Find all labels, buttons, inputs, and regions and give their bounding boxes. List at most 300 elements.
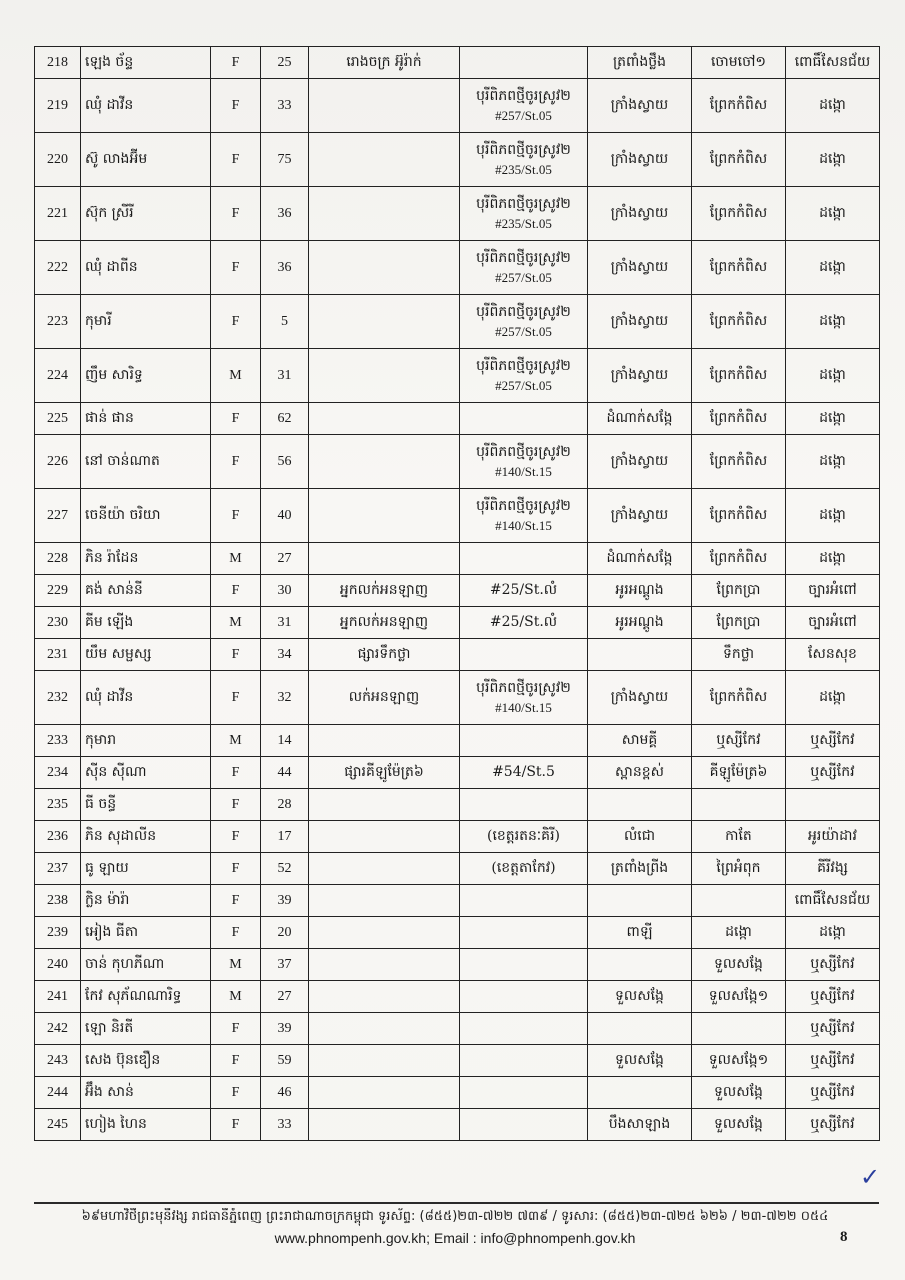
cell-person-name: ឡោ និរតី xyxy=(81,1013,211,1045)
cell-row-number: 227 xyxy=(35,489,81,543)
cell-workplace xyxy=(309,981,460,1013)
cell-age: 28 xyxy=(261,789,309,821)
cell-district: គីរីវង្ស xyxy=(786,853,880,885)
cell-address xyxy=(460,639,588,671)
cell-district: ច្បារអំពៅ xyxy=(786,575,880,607)
cell-village: ក្រាំងស្វាយ xyxy=(588,435,692,489)
cell-address xyxy=(460,949,588,981)
address-number: #257/St.05 xyxy=(495,269,552,285)
cell-person-name: ឈុំ ដាវីន xyxy=(81,671,211,725)
cell-workplace xyxy=(309,295,460,349)
cell-workplace xyxy=(309,403,460,435)
cell-village: អូរអណ្តូង xyxy=(588,575,692,607)
cell-sex: F xyxy=(211,917,261,949)
cell-workplace xyxy=(309,349,460,403)
address-number: #235/St.05 xyxy=(495,215,552,231)
cell-workplace: អ្នកលក់អនឡាញ xyxy=(309,575,460,607)
cell-district: ដង្កោ xyxy=(786,79,880,133)
cell-commune: ព្រែកកំពិស xyxy=(692,671,786,725)
cell-sex: F xyxy=(211,1013,261,1045)
cell-person-name: អ៊ឹង សាន់ xyxy=(81,1077,211,1109)
cell-commune: ទួលសង្កែ១ xyxy=(692,981,786,1013)
cell-person-name: ធូ ឡាយ xyxy=(81,853,211,885)
cell-address xyxy=(460,575,588,607)
cell-person-name: ហៀង ហៃន xyxy=(81,1109,211,1141)
footer-divider xyxy=(34,1202,879,1204)
cell-person-name: ចាន់ កុហភីណា xyxy=(81,949,211,981)
cell-address xyxy=(460,853,588,885)
cell-person-name: ធី ចន្ធី xyxy=(81,789,211,821)
cell-age: 36 xyxy=(261,241,309,295)
cell-district: ដង្កោ xyxy=(786,403,880,435)
cell-person-name: នៅ ចាន់ណាត xyxy=(81,435,211,489)
cell-age: 39 xyxy=(261,885,309,917)
cell-district: ឬស្សីកែវ xyxy=(786,1013,880,1045)
cell-address xyxy=(460,725,588,757)
address-line: បុរីពិភពថ្មីចូរស្រូវ២ xyxy=(476,497,571,514)
cell-sex: F xyxy=(211,853,261,885)
cell-address xyxy=(460,543,588,575)
cell-row-number: 235 xyxy=(35,789,81,821)
cell-age: 75 xyxy=(261,133,309,187)
cell-row-number: 244 xyxy=(35,1077,81,1109)
address-number: #140/St.15 xyxy=(495,517,552,533)
cell-age: 30 xyxy=(261,575,309,607)
cell-workplace xyxy=(309,489,460,543)
cell-age: 44 xyxy=(261,757,309,789)
cell-workplace: ផ្សារគីឡូម៉ែត្រ៦ xyxy=(309,757,460,789)
cell-district: ឬស្សីកែវ xyxy=(786,725,880,757)
cell-age: 32 xyxy=(261,671,309,725)
cell-commune xyxy=(692,1013,786,1045)
cell-commune: ចោមចៅ១ xyxy=(692,47,786,79)
cell-age: 37 xyxy=(261,949,309,981)
cell-district: អូរយ៉ាដាវ xyxy=(786,821,880,853)
cell-commune: ព្រែកកំពិស xyxy=(692,295,786,349)
page-number: 8 xyxy=(840,1229,848,1245)
cell-workplace xyxy=(309,885,460,917)
address-number: #140/St.15 xyxy=(495,463,552,479)
cell-district: ដង្កោ xyxy=(786,435,880,489)
cell-village: ក្រាំងស្វាយ xyxy=(588,187,692,241)
cell-person-name: គីម ឡើង xyxy=(81,607,211,639)
cell-age: 27 xyxy=(261,543,309,575)
cell-village: អូរអណ្តូង xyxy=(588,607,692,639)
table-row xyxy=(35,671,880,725)
address-line: បុរីពិភពថ្មីចូរស្រូវ២ xyxy=(476,443,571,460)
cell-row-number: 236 xyxy=(35,821,81,853)
address-number: #257/St.05 xyxy=(495,107,552,123)
cell-row-number: 222 xyxy=(35,241,81,295)
cell-address xyxy=(460,821,588,853)
cell-village: ក្រាំងស្វាយ xyxy=(588,349,692,403)
cell-row-number: 229 xyxy=(35,575,81,607)
cell-village: ក្រាំងស្វាយ xyxy=(588,241,692,295)
cell-sex: F xyxy=(211,489,261,543)
cell-district: ដង្កោ xyxy=(786,187,880,241)
cell-row-number: 223 xyxy=(35,295,81,349)
cell-commune: ទួលសង្កែ xyxy=(692,1109,786,1141)
cell-age: 27 xyxy=(261,981,309,1013)
cell-village: លំជោ xyxy=(588,821,692,853)
cell-village: ត្រពាំងព្រីង xyxy=(588,853,692,885)
cell-address xyxy=(460,789,588,821)
cell-age: 40 xyxy=(261,489,309,543)
cell-workplace: ផ្សារទឹកថ្លា xyxy=(309,639,460,671)
cell-age: 14 xyxy=(261,725,309,757)
cell-age: 59 xyxy=(261,1045,309,1077)
cell-address xyxy=(460,1077,588,1109)
cell-village xyxy=(588,789,692,821)
table-row xyxy=(35,349,880,403)
table-row xyxy=(35,47,880,79)
cell-address xyxy=(460,403,588,435)
cell-village xyxy=(588,1077,692,1109)
cell-village: ស្ពានខ្ពស់ xyxy=(588,757,692,789)
cell-sex: M xyxy=(211,981,261,1013)
address-line: #25/St.លំ xyxy=(489,582,558,598)
cell-district: ដង្កោ xyxy=(786,133,880,187)
cell-village: សាមគ្គី xyxy=(588,725,692,757)
cell-person-name: ផាន់ ផាន xyxy=(81,403,211,435)
cell-person-name: ឡេង ច័ន្ទ xyxy=(81,47,211,79)
cell-sex: F xyxy=(211,47,261,79)
cell-age: 25 xyxy=(261,47,309,79)
cell-district: ដង្កោ xyxy=(786,917,880,949)
cell-sex: F xyxy=(211,575,261,607)
cell-age: 56 xyxy=(261,435,309,489)
address-line: បុរីពិភពថ្មីចូរស្រូវ២ xyxy=(476,679,571,696)
cell-workplace: លក់អនឡាញ xyxy=(309,671,460,725)
cell-sex: F xyxy=(211,403,261,435)
table-row xyxy=(35,241,880,295)
cell-village xyxy=(588,1013,692,1045)
cell-sex: F xyxy=(211,1109,261,1141)
cell-district: ឬស្សីកែវ xyxy=(786,1045,880,1077)
cell-commune: ព្រែកប្រា xyxy=(692,607,786,639)
address-line: បុរីពិភពថ្មីចូរស្រូវ២ xyxy=(476,141,571,158)
cell-row-number: 240 xyxy=(35,949,81,981)
table-row xyxy=(35,403,880,435)
cell-age: 39 xyxy=(261,1013,309,1045)
cell-village: ដំណាក់សង្កែ xyxy=(588,543,692,575)
cell-district: ដង្កោ xyxy=(786,671,880,725)
cell-row-number: 243 xyxy=(35,1045,81,1077)
cell-sex: F xyxy=(211,1045,261,1077)
cell-district: ឬស្សីកែវ xyxy=(786,757,880,789)
cell-district: ដង្កោ xyxy=(786,349,880,403)
cell-workplace: រោងចក្រ អ៊ូរ៉ាក់ xyxy=(309,47,460,79)
cell-commune: ព្រែកកំពិស xyxy=(692,241,786,295)
cell-person-name: កុមារី xyxy=(81,295,211,349)
cell-age: 20 xyxy=(261,917,309,949)
table-row xyxy=(35,295,880,349)
address-line: បុរីពិភពថ្មីចូរស្រូវ២ xyxy=(476,303,571,320)
address-line: បុរីពិភពថ្មីចូរស្រូវ២ xyxy=(476,249,571,266)
table-row xyxy=(35,821,880,853)
cell-address xyxy=(460,671,588,725)
cell-person-name: ស៊ីន ស៊ីណា xyxy=(81,757,211,789)
cell-address xyxy=(460,1013,588,1045)
cell-commune: ទួលសង្កែ១ xyxy=(692,1045,786,1077)
cell-district: ច្បារអំពៅ xyxy=(786,607,880,639)
cell-commune: ទឹកថ្លា xyxy=(692,639,786,671)
cell-commune: ព្រៃអំពុក xyxy=(692,853,786,885)
address-number: #235/St.05 xyxy=(495,161,552,177)
cell-person-name: ភិន រ៉ាដែន xyxy=(81,543,211,575)
cell-row-number: 228 xyxy=(35,543,81,575)
cell-row-number: 230 xyxy=(35,607,81,639)
cell-commune: ព្រែកកំពិស xyxy=(692,79,786,133)
cell-person-name: ឈុំ ដាពីន xyxy=(81,241,211,295)
cell-row-number: 233 xyxy=(35,725,81,757)
cell-row-number: 226 xyxy=(35,435,81,489)
cell-commune: ព្រែកកំពិស xyxy=(692,403,786,435)
cell-commune: ព្រែកកំពិស xyxy=(692,133,786,187)
cell-district: ដង្កោ xyxy=(786,295,880,349)
table-row xyxy=(35,1045,880,1077)
cell-age: 17 xyxy=(261,821,309,853)
cell-address xyxy=(460,47,588,79)
cell-workplace xyxy=(309,821,460,853)
cell-workplace xyxy=(309,853,460,885)
cell-address xyxy=(460,981,588,1013)
cell-address xyxy=(460,885,588,917)
cell-person-name: ញឹម សារិទ្ធ xyxy=(81,349,211,403)
cell-district: ឬស្សីកែវ xyxy=(786,981,880,1013)
cell-commune: ឬស្សីកែវ xyxy=(692,725,786,757)
table-row xyxy=(35,853,880,885)
cell-village: ក្រាំងស្វាយ xyxy=(588,489,692,543)
table-row xyxy=(35,187,880,241)
cell-person-name: ឈុំ ដាវីន xyxy=(81,79,211,133)
address-line: បុរីពិភពថ្មីចូរស្រូវ២ xyxy=(476,357,571,374)
cell-district: ឬស្សីកែវ xyxy=(786,1109,880,1141)
cell-person-name: កែវ សុភ័ណណារិទ្ធ xyxy=(81,981,211,1013)
cell-address xyxy=(460,1045,588,1077)
cell-address xyxy=(460,1109,588,1141)
cell-village: ក្រាំងស្វាយ xyxy=(588,671,692,725)
cell-commune: ដង្កោ xyxy=(692,917,786,949)
table-row xyxy=(35,79,880,133)
cell-village: ក្រាំងស្វាយ xyxy=(588,295,692,349)
cell-village: ក្រាំងស្វាយ xyxy=(588,79,692,133)
cell-district: ពោធិ៍សែនជ័យ xyxy=(786,885,880,917)
cell-address xyxy=(460,79,588,133)
cell-commune: ព្រែកកំពិស xyxy=(692,349,786,403)
cell-district: ឬស្សីកែវ xyxy=(786,949,880,981)
cell-row-number: 220 xyxy=(35,133,81,187)
table-row xyxy=(35,639,880,671)
cell-row-number: 225 xyxy=(35,403,81,435)
cell-person-name: យឹម សម្ផស្ស xyxy=(81,639,211,671)
cell-commune: កាតែ xyxy=(692,821,786,853)
cell-village: ត្រពាំងថ្លឹង xyxy=(588,47,692,79)
cell-workplace xyxy=(309,917,460,949)
cell-district: សែនសុខ xyxy=(786,639,880,671)
cell-village: ទួលសង្កែ xyxy=(588,981,692,1013)
pen-check-mark: ✓ xyxy=(860,1163,881,1191)
table-row xyxy=(35,435,880,489)
cell-address xyxy=(460,187,588,241)
address-line: បុរីពិភពថ្មីចូរស្រូវ២ xyxy=(476,87,571,104)
address-line: (ខេត្តរតនៈគិរី) xyxy=(487,828,560,844)
cell-sex: F xyxy=(211,639,261,671)
cell-commune: ព្រែកកំពិស xyxy=(692,543,786,575)
footer-address: ៦៩មហាវិថីព្រះមុនីវង្ស រាជធានីភ្នំពេញ ព្រះរាជាណាចក្រកម្ពុជា ទូរស័ព្ទ: (៨៥៥)២៣-៧២២ ៧៣៩ / ទូរសារ: (៨៥៥)២៣-៧២៥ ៦២៦ / ២៣-៧២២ ០៥៤ xyxy=(81,1209,829,1224)
footer-contact: www.phnompenh.gov.kh; Email : info@phnompenh.gov.kh xyxy=(274,1230,636,1246)
cell-district: ដង្កោ xyxy=(786,543,880,575)
cell-address xyxy=(460,435,588,489)
cell-sex: M xyxy=(211,949,261,981)
cell-row-number: 245 xyxy=(35,1109,81,1141)
table-row xyxy=(35,981,880,1013)
cell-workplace xyxy=(309,435,460,489)
cell-person-name: អៀង ធីតា xyxy=(81,917,211,949)
cell-sex: F xyxy=(211,671,261,725)
table-row xyxy=(35,489,880,543)
cell-row-number: 239 xyxy=(35,917,81,949)
cell-row-number: 224 xyxy=(35,349,81,403)
cell-workplace: អ្នកលក់អនឡាញ xyxy=(309,607,460,639)
roster-body xyxy=(35,47,880,1141)
address-line: (ខេត្តតាកែវ) xyxy=(491,860,556,876)
address-line: #25/St.លំ xyxy=(489,614,558,630)
table-row xyxy=(35,1077,880,1109)
cell-sex: M xyxy=(211,607,261,639)
table-row xyxy=(35,789,880,821)
cell-person-name: ស៊ូ លាងអ៊ីម xyxy=(81,133,211,187)
cell-person-name: កុមារា xyxy=(81,725,211,757)
cell-workplace xyxy=(309,1013,460,1045)
cell-row-number: 234 xyxy=(35,757,81,789)
cell-age: 36 xyxy=(261,187,309,241)
cell-village: ក្រាំងស្វាយ xyxy=(588,133,692,187)
cell-district: ពោធិ៍សែនជ័យ xyxy=(786,47,880,79)
cell-workplace xyxy=(309,241,460,295)
cell-row-number: 219 xyxy=(35,79,81,133)
cell-workplace xyxy=(309,1077,460,1109)
cell-row-number: 218 xyxy=(35,47,81,79)
table-row xyxy=(35,725,880,757)
cell-workplace xyxy=(309,187,460,241)
cell-age: 34 xyxy=(261,639,309,671)
table-row xyxy=(35,1109,880,1141)
cell-commune: គីឡូម៉ែត្រ៦ xyxy=(692,757,786,789)
cell-address xyxy=(460,489,588,543)
table-row xyxy=(35,575,880,607)
cell-commune: ព្រែកកំពិស xyxy=(692,187,786,241)
cell-workplace xyxy=(309,133,460,187)
table-row xyxy=(35,757,880,789)
address-line: បុរីពិភពថ្មីចូរស្រូវ២ xyxy=(476,195,571,212)
table-row xyxy=(35,607,880,639)
cell-person-name: ស៊ុក ស្រីរី xyxy=(81,187,211,241)
cell-sex: F xyxy=(211,295,261,349)
cell-sex: M xyxy=(211,725,261,757)
cell-address xyxy=(460,757,588,789)
cell-sex: F xyxy=(211,241,261,295)
cell-address xyxy=(460,349,588,403)
cell-village: ដំណាក់សង្កែ xyxy=(588,403,692,435)
cell-sex: F xyxy=(211,885,261,917)
cell-age: 31 xyxy=(261,607,309,639)
cell-address xyxy=(460,241,588,295)
cell-sex: M xyxy=(211,349,261,403)
cell-person-name: ភិន សុដាលីន xyxy=(81,821,211,853)
cell-age: 5 xyxy=(261,295,309,349)
cell-person-name: សេង ប៊ុនឌឿន xyxy=(81,1045,211,1077)
cell-age: 52 xyxy=(261,853,309,885)
cell-workplace xyxy=(309,79,460,133)
cell-address xyxy=(460,607,588,639)
cell-person-name: ក្លិន ម៉ារ៉ា xyxy=(81,885,211,917)
cell-sex: F xyxy=(211,821,261,853)
address-number: #257/St.05 xyxy=(495,377,552,393)
cell-village: បឹងសាឡាង xyxy=(588,1109,692,1141)
address-number: #140/St.15 xyxy=(495,699,552,715)
cell-commune: ទួលសង្កែ xyxy=(692,949,786,981)
cell-commune: ទួលសង្កែ xyxy=(692,1077,786,1109)
cell-sex: F xyxy=(211,757,261,789)
table-row xyxy=(35,885,880,917)
cell-workplace xyxy=(309,1045,460,1077)
cell-sex: F xyxy=(211,435,261,489)
cell-age: 62 xyxy=(261,403,309,435)
cell-age: 31 xyxy=(261,349,309,403)
table-row xyxy=(35,949,880,981)
cell-village xyxy=(588,639,692,671)
cell-commune xyxy=(692,885,786,917)
table-row xyxy=(35,543,880,575)
cell-person-name: ចេនីយ៉ា ចរិយា xyxy=(81,489,211,543)
cell-commune: ព្រែកកំពិស xyxy=(692,489,786,543)
cell-commune xyxy=(692,789,786,821)
cell-workplace xyxy=(309,1109,460,1141)
cell-row-number: 231 xyxy=(35,639,81,671)
table-row xyxy=(35,1013,880,1045)
cell-row-number: 241 xyxy=(35,981,81,1013)
cell-person-name: គង់ សាន់នី xyxy=(81,575,211,607)
cell-sex: M xyxy=(211,543,261,575)
cell-address xyxy=(460,133,588,187)
table-row xyxy=(35,133,880,187)
cell-address xyxy=(460,295,588,349)
cell-sex: F xyxy=(211,789,261,821)
cell-district xyxy=(786,789,880,821)
cell-row-number: 238 xyxy=(35,885,81,917)
case-roster-table xyxy=(34,46,880,1141)
cell-district: ឬស្សីកែវ xyxy=(786,1077,880,1109)
cell-district: ដង្កោ xyxy=(786,489,880,543)
address-line: #54/St.5 xyxy=(492,764,555,780)
cell-address xyxy=(460,917,588,949)
cell-row-number: 221 xyxy=(35,187,81,241)
cell-age: 33 xyxy=(261,79,309,133)
cell-commune: ព្រែកប្រា xyxy=(692,575,786,607)
table-row xyxy=(35,917,880,949)
cell-age: 46 xyxy=(261,1077,309,1109)
cell-village: ពាឡី xyxy=(588,917,692,949)
cell-sex: F xyxy=(211,79,261,133)
cell-row-number: 232 xyxy=(35,671,81,725)
address-number: #257/St.05 xyxy=(495,323,552,339)
cell-village xyxy=(588,949,692,981)
cell-sex: F xyxy=(211,1077,261,1109)
cell-age: 33 xyxy=(261,1109,309,1141)
cell-workplace xyxy=(309,543,460,575)
cell-district: ដង្កោ xyxy=(786,241,880,295)
